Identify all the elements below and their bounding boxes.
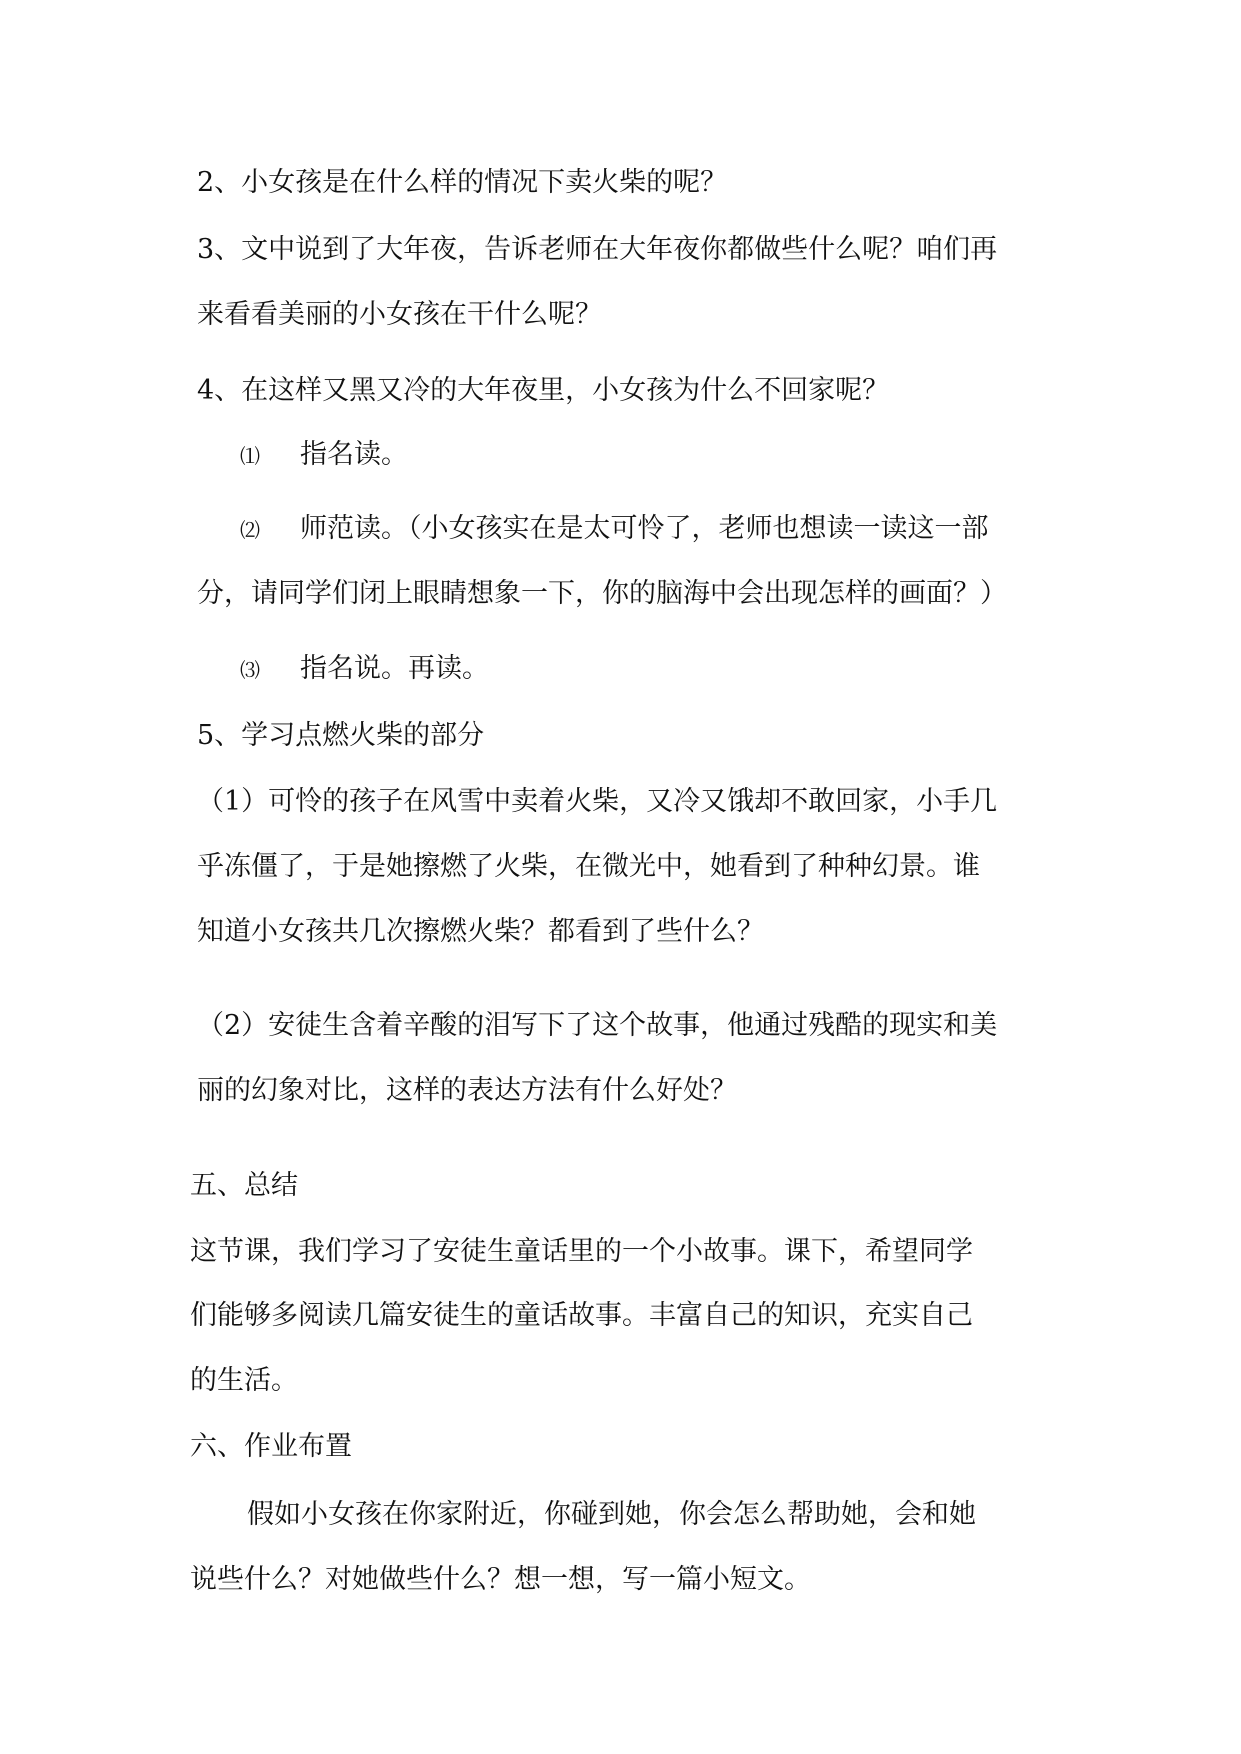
step-3-marker: ⑶ [240, 658, 260, 682]
part-1-line-3: 知道小女孩共几次擦燃火柴？都看到了些什么？ [197, 916, 764, 947]
step-3-text: 指名说。再读。 [300, 653, 489, 684]
question-3-line-2: 来看看美丽的小女孩在干什么呢？ [197, 299, 602, 330]
step-2-line-2: 分，请同学们闭上眼睛想象一下，你的脑海中会出现怎样的画面？） [197, 578, 1007, 609]
summary-line-3: 的生活。 [190, 1365, 298, 1396]
homework-line-1: 假如小女孩在你家附近，你碰到她，你会怎么帮助她，会和她 [247, 1499, 976, 1530]
part-2-line-1: （2）安徒生含着辛酸的泪写下了这个故事，他通过残酷的现实和美 [197, 1010, 998, 1041]
question-4: 4、在这样又黑又冷的大年夜里，小女孩为什么不回家呢？ [197, 375, 890, 406]
section-homework-heading: 六、作业布置 [190, 1431, 352, 1462]
step-3 [240, 651, 489, 688]
section-summary-heading: 五、总结 [190, 1170, 298, 1201]
homework-line-2: 说些什么？对她做些什么？想一想，写一篇小短文。 [190, 1564, 811, 1595]
part-2-line-2: 丽的幻象对比，这样的表达方法有什么好处？ [197, 1075, 737, 1106]
summary-line-2: 们能够多阅读几篇安徒生的童话故事。丰富自己的知识，充实自己 [190, 1300, 973, 1331]
step-1 [240, 437, 408, 474]
step-2-text: 师范读。（小女孩实在是太可怜了，老师也想读一读这一部 [300, 513, 989, 544]
step-1-marker: ⑴ [240, 444, 260, 468]
step-2-line-1 [240, 511, 989, 548]
part-1-line-2: 乎冻僵了，于是她擦燃了火柴，在微光中，她看到了种种幻景。谁 [197, 851, 980, 882]
step-2-marker: ⑵ [240, 518, 260, 542]
question-2: 2、小女孩是在什么样的情况下卖火柴的呢？ [197, 167, 728, 198]
part-1-line-1: （1）可怜的孩子在风雪中卖着火柴，又冷又饿却不敢回家，小手几 [197, 786, 998, 817]
summary-line-1: 这节课，我们学习了安徒生童话里的一个小故事。课下，希望同学 [190, 1236, 973, 1267]
question-5: 5、学习点燃火柴的部分 [197, 720, 485, 751]
question-3-line-1: 3、文中说到了大年夜，告诉老师在大年夜你都做些什么呢？咱们再 [197, 234, 998, 265]
step-1-text: 指名读。 [300, 439, 408, 470]
